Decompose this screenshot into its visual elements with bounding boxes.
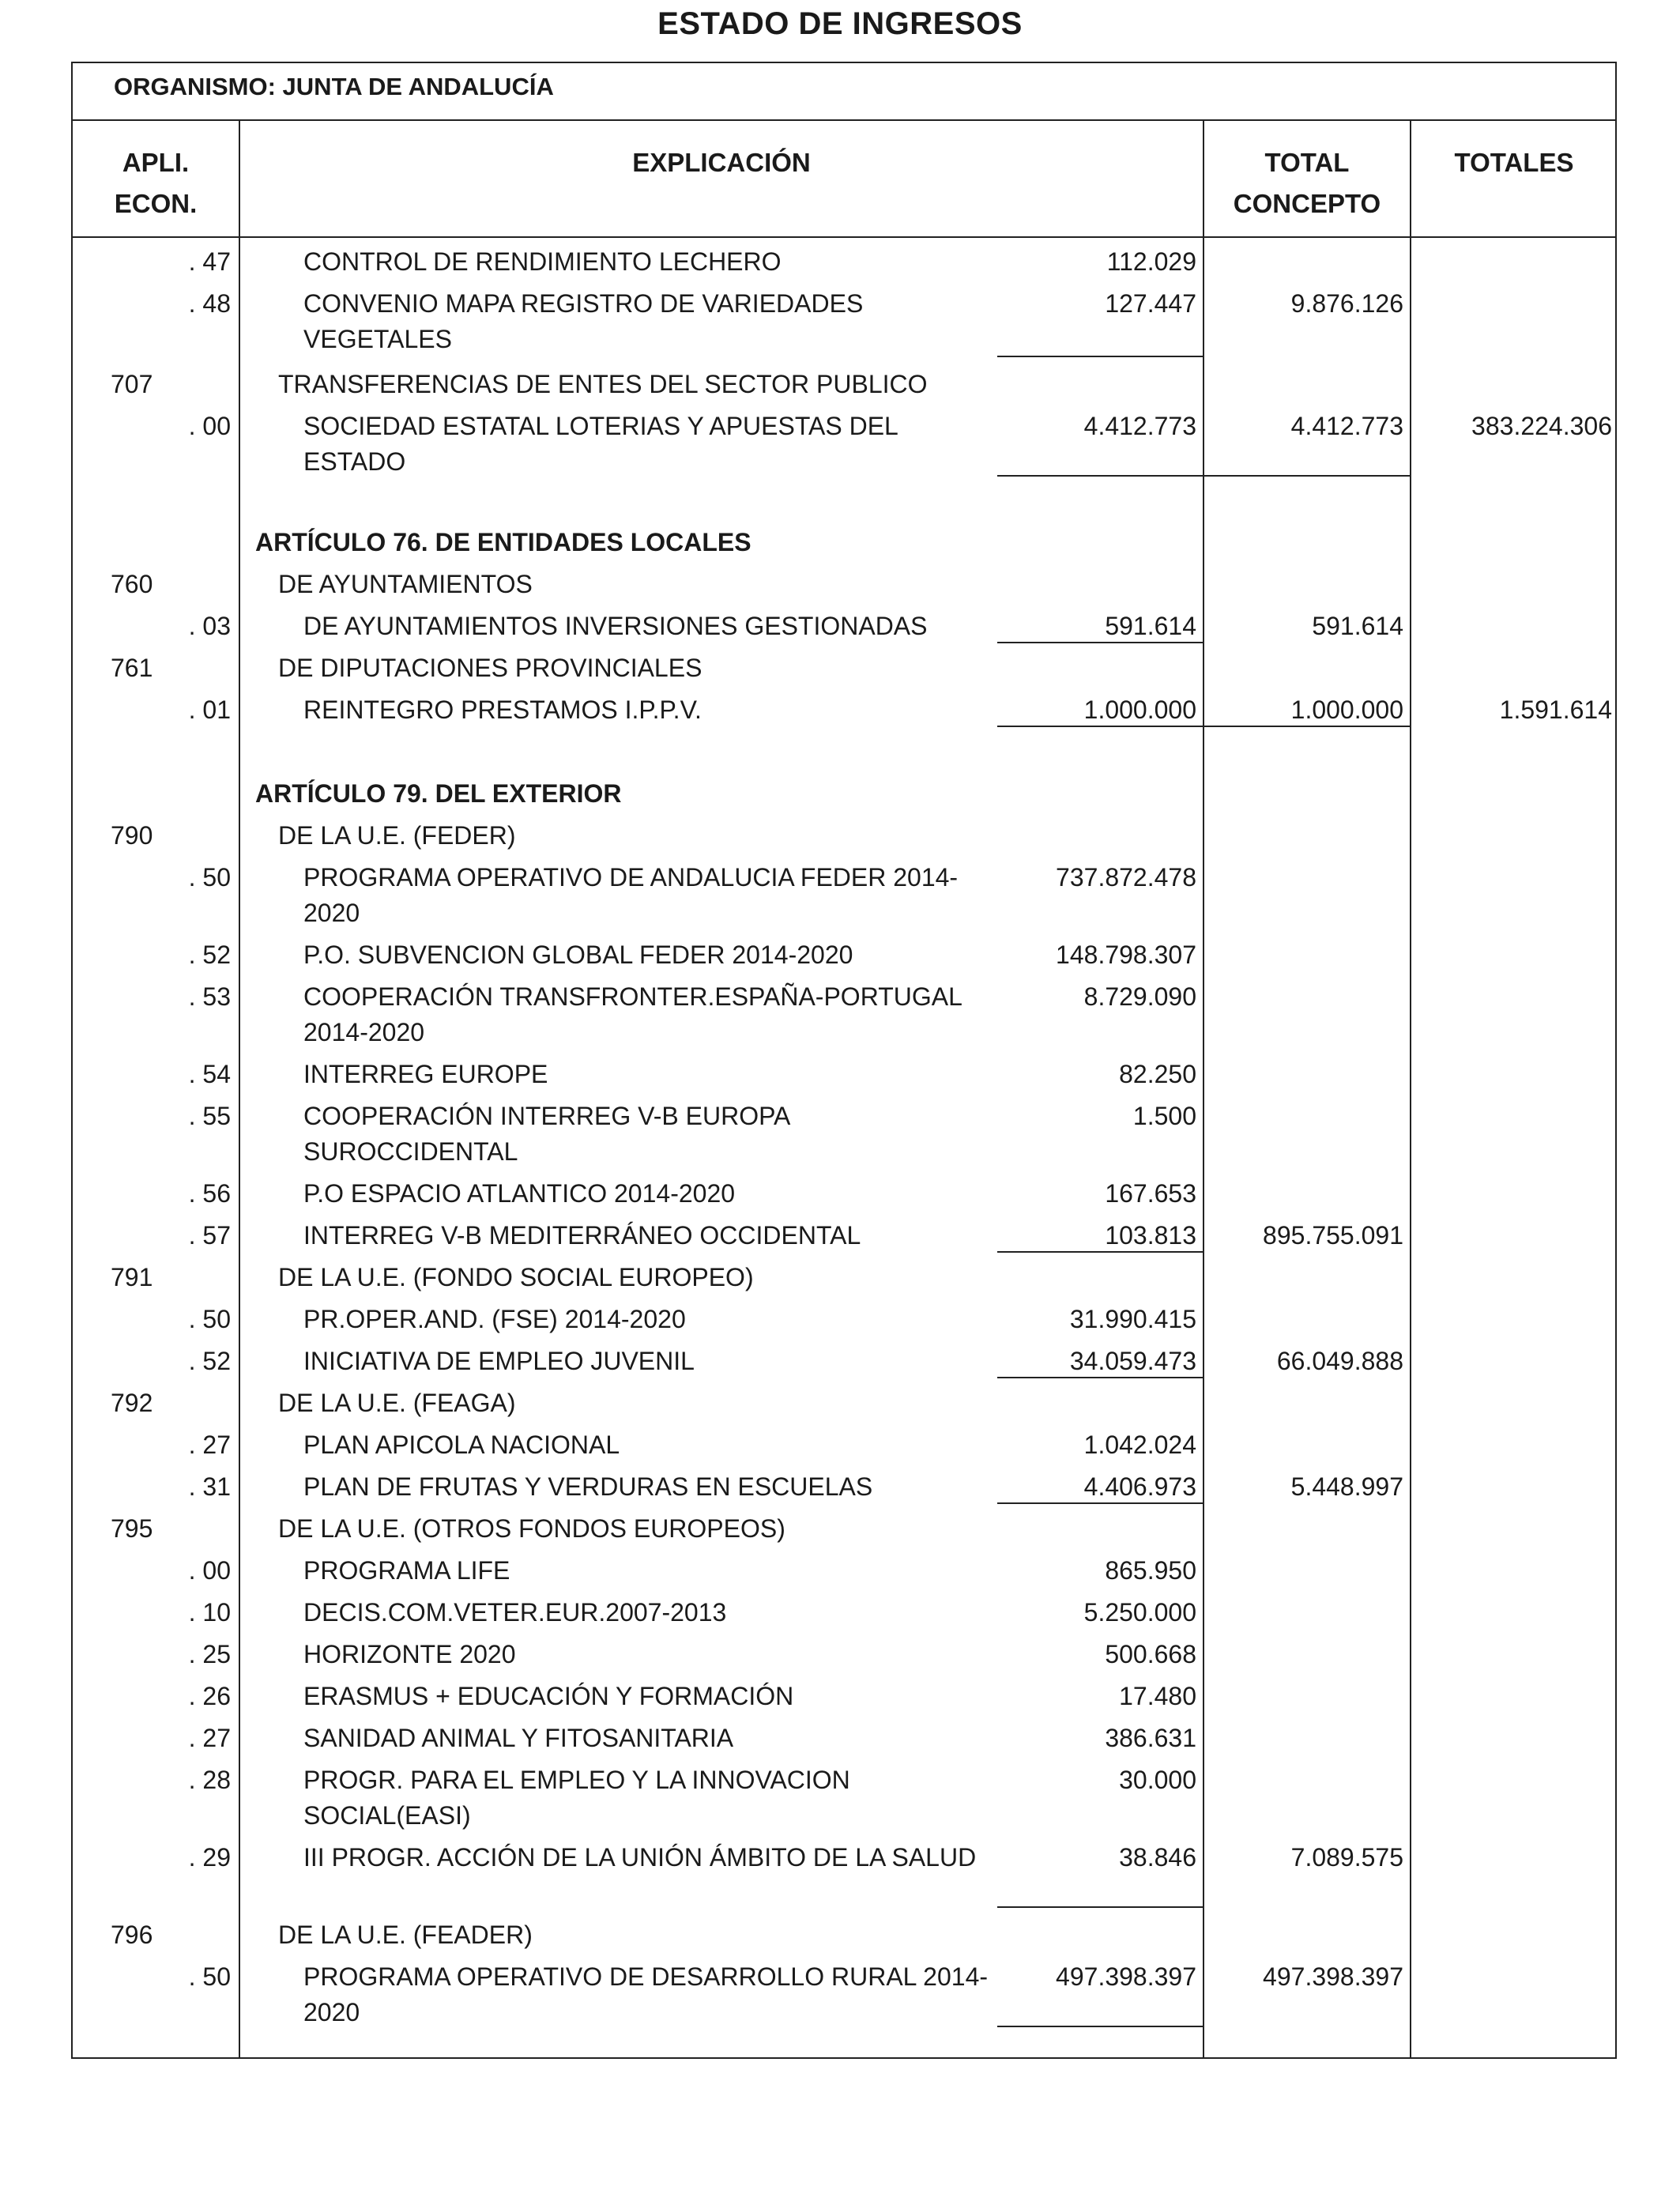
subtotal-rule	[997, 1906, 1204, 1908]
header-econ: ECON.	[114, 189, 198, 218]
row-description: PROGR. PARA EL EMPLEO Y LA INNOVACION SOCIAL(EASI)	[303, 1766, 850, 1830]
row-code: . 50	[188, 1305, 231, 1333]
row-description: COOPERACIÓN INTERREG V-B EUROPA SUROCCIDENTAL	[303, 1102, 789, 1166]
row-description: ERASMUS + EDUCACIÓN Y FORMACIÓN	[303, 1682, 794, 1710]
row-total-concepto: 1.000.000	[1290, 696, 1403, 724]
column-divider-apli	[239, 119, 240, 2059]
header-apli: APLI.	[122, 148, 190, 177]
column-divider-total	[1410, 119, 1411, 2059]
row-amount: 1.500	[1132, 1102, 1196, 1130]
row-description: DE AYUNTAMIENTOS INVERSIONES GESTIONADAS	[303, 612, 928, 640]
row-amount: 865.950	[1105, 1556, 1196, 1585]
row-description: DE LA U.E. (FONDO SOCIAL EUROPEO)	[278, 1263, 754, 1291]
row-description: REINTEGRO PRESTAMOS I.P.P.V.	[303, 696, 702, 724]
row-description: PROGRAMA LIFE	[303, 1556, 510, 1585]
row-amount: 31.990.415	[1069, 1305, 1196, 1333]
row-description: HORIZONTE 2020	[303, 1640, 516, 1668]
row-code: . 50	[188, 863, 231, 892]
row-amount: 30.000	[1119, 1766, 1196, 1794]
row-code: . 57	[188, 1221, 231, 1250]
row-code: 707	[111, 370, 153, 398]
subtotal-rule	[997, 1377, 1204, 1378]
row-code: . 00	[188, 1556, 231, 1585]
row-code: . 27	[188, 1431, 231, 1459]
row-description: DE LA U.E. (FEAGA)	[278, 1389, 516, 1417]
row-description: CONVENIO MAPA REGISTRO DE VARIEDADES VEGETALES	[303, 289, 864, 353]
header-bottom-rule	[71, 236, 1617, 238]
row-total-concepto: 9.876.126	[1290, 289, 1403, 318]
row-amount: 103.813	[1105, 1221, 1196, 1250]
row-code: . 25	[188, 1640, 231, 1668]
row-code: 791	[111, 1263, 153, 1291]
header-explicacion: EXPLICACIÓN	[632, 148, 811, 177]
row-total-concepto: 5.448.997	[1290, 1472, 1403, 1501]
header-total: TOTAL	[1264, 148, 1350, 177]
row-description: INTERREG V-B MEDITERRÁNEO OCCIDENTAL	[303, 1221, 861, 1250]
row-code: 760	[111, 570, 153, 598]
row-description: SOCIEDAD ESTATAL LOTERIAS Y APUESTAS DEL ESTADO	[303, 412, 898, 476]
row-description: COOPERACIÓN TRANSFRONTER.ESPAÑA-PORTUGAL 2014-2020	[303, 982, 962, 1046]
row-code: . 26	[188, 1682, 231, 1710]
row-description: P.O. SUBVENCION GLOBAL FEDER 2014-2020	[303, 941, 853, 969]
row-amount: 591.614	[1105, 612, 1196, 640]
row-code: 792	[111, 1389, 153, 1417]
row-amount: 34.059.473	[1069, 1347, 1196, 1375]
row-code: . 48	[188, 289, 231, 318]
row-code: . 27	[188, 1724, 231, 1752]
subtotal-rule	[997, 356, 1204, 357]
row-description: PLAN APICOLA NACIONAL	[303, 1431, 620, 1459]
subtotal-rule	[997, 642, 1204, 643]
row-description: PROGRAMA OPERATIVO DE DESARROLLO RURAL 2014-2020	[303, 1962, 989, 2026]
row-code: 795	[111, 1514, 153, 1543]
row-description: DECIS.COM.VETER.EUR.2007-2013	[303, 1598, 727, 1627]
row-amount: 167.653	[1105, 1179, 1196, 1208]
row-amount: 38.846	[1119, 1843, 1196, 1872]
row-code: 796	[111, 1921, 153, 1949]
row-description: DE LA U.E. (OTROS FONDOS EUROPEOS)	[278, 1514, 785, 1543]
row-amount: 497.398.397	[1056, 1962, 1196, 1991]
row-description: DE AYUNTAMIENTOS	[278, 570, 533, 598]
row-code: . 55	[188, 1102, 231, 1130]
header-concepto: CONCEPTO	[1233, 189, 1381, 218]
row-description: P.O ESPACIO ATLANTICO 2014-2020	[303, 1179, 736, 1208]
row-amount: 1.000.000	[1083, 696, 1196, 724]
row-code: . 01	[188, 696, 231, 724]
row-total-concepto: 497.398.397	[1263, 1962, 1403, 1991]
row-description: PLAN DE FRUTAS Y VERDURAS EN ESCUELAS	[303, 1472, 873, 1501]
row-description: INTERREG EUROPE	[303, 1060, 548, 1088]
row-total-concepto: 895.755.091	[1263, 1221, 1403, 1250]
row-description: INICIATIVA DE EMPLEO JUVENIL	[303, 1347, 695, 1375]
row-code: . 53	[188, 982, 231, 1011]
row-description: PR.OPER.AND. (FSE) 2014-2020	[303, 1305, 686, 1333]
row-code: . 10	[188, 1598, 231, 1627]
row-total-concepto: 7.089.575	[1290, 1843, 1403, 1872]
row-amount: 737.872.478	[1056, 863, 1196, 892]
row-amount: 4.406.973	[1083, 1472, 1196, 1501]
header-total-concepto	[1204, 142, 1410, 224]
row-code: 790	[111, 821, 153, 850]
row-amount: 127.447	[1105, 289, 1196, 318]
row-totales: 1.591.614	[1499, 696, 1612, 724]
subtotal-rule	[997, 1502, 1204, 1504]
article-heading: ARTÍCULO 76. DE ENTIDADES LOCALES	[255, 528, 751, 556]
row-description: III PROGR. ACCIÓN DE LA UNIÓN ÁMBITO DE LA SALUD	[303, 1843, 977, 1872]
subtotal-rule	[997, 2026, 1204, 2027]
row-description: PROGRAMA OPERATIVO DE ANDALUCIA FEDER 2014-2020	[303, 863, 959, 927]
row-amount: 112.029	[1106, 247, 1196, 276]
row-description: CONTROL DE RENDIMIENTO LECHERO	[303, 247, 782, 276]
row-amount: 4.412.773	[1083, 412, 1196, 440]
row-code: . 03	[188, 612, 231, 640]
row-description: SANIDAD ANIMAL Y FITOSANITARIA	[303, 1724, 734, 1752]
header-apli-econ	[73, 142, 239, 224]
row-amount: 82.250	[1119, 1060, 1196, 1088]
row-code: . 28	[188, 1766, 231, 1794]
column-divider-explicacion	[1203, 119, 1204, 2059]
header-top-rule	[71, 119, 1617, 121]
subtotal-rule	[997, 726, 1411, 727]
row-code: . 00	[188, 412, 231, 440]
row-amount: 500.668	[1105, 1640, 1196, 1668]
row-code: . 29	[188, 1843, 231, 1872]
subtotal-rule	[997, 475, 1411, 477]
row-code: . 50	[188, 1962, 231, 1991]
row-total-concepto: 66.049.888	[1276, 1347, 1403, 1375]
row-code: . 54	[188, 1060, 231, 1088]
row-description: TRANSFERENCIAS DE ENTES DEL SECTOR PUBLICO	[278, 370, 928, 398]
article-heading: ARTÍCULO 79. DEL EXTERIOR	[255, 779, 622, 808]
organismo-label: ORGANISMO: JUNTA DE ANDALUCÍA	[114, 73, 554, 100]
row-code: . 31	[188, 1472, 231, 1501]
row-amount: 8.729.090	[1083, 982, 1196, 1011]
row-total-concepto: 591.614	[1312, 612, 1403, 640]
row-code: . 52	[188, 941, 231, 969]
row-amount: 148.798.307	[1056, 941, 1196, 969]
row-code: 761	[111, 654, 153, 682]
row-amount: 5.250.000	[1083, 1598, 1196, 1627]
row-code: . 56	[188, 1179, 231, 1208]
row-amount: 1.042.024	[1083, 1431, 1196, 1459]
row-description: DE DIPUTACIONES PROVINCIALES	[278, 654, 703, 682]
row-code: . 47	[188, 247, 231, 276]
row-totales: 383.224.306	[1471, 412, 1612, 440]
row-amount: 386.631	[1105, 1724, 1196, 1752]
row-code: . 52	[188, 1347, 231, 1375]
document-title: ESTADO DE INGRESOS	[657, 6, 1023, 41]
row-amount: 17.480	[1119, 1682, 1196, 1710]
row-total-concepto: 4.412.773	[1290, 412, 1403, 440]
subtotal-rule	[997, 1251, 1204, 1253]
row-description: DE LA U.E. (FEDER)	[278, 821, 516, 850]
header-totales: TOTALES	[1454, 148, 1574, 177]
row-description: DE LA U.E. (FEADER)	[278, 1921, 533, 1949]
